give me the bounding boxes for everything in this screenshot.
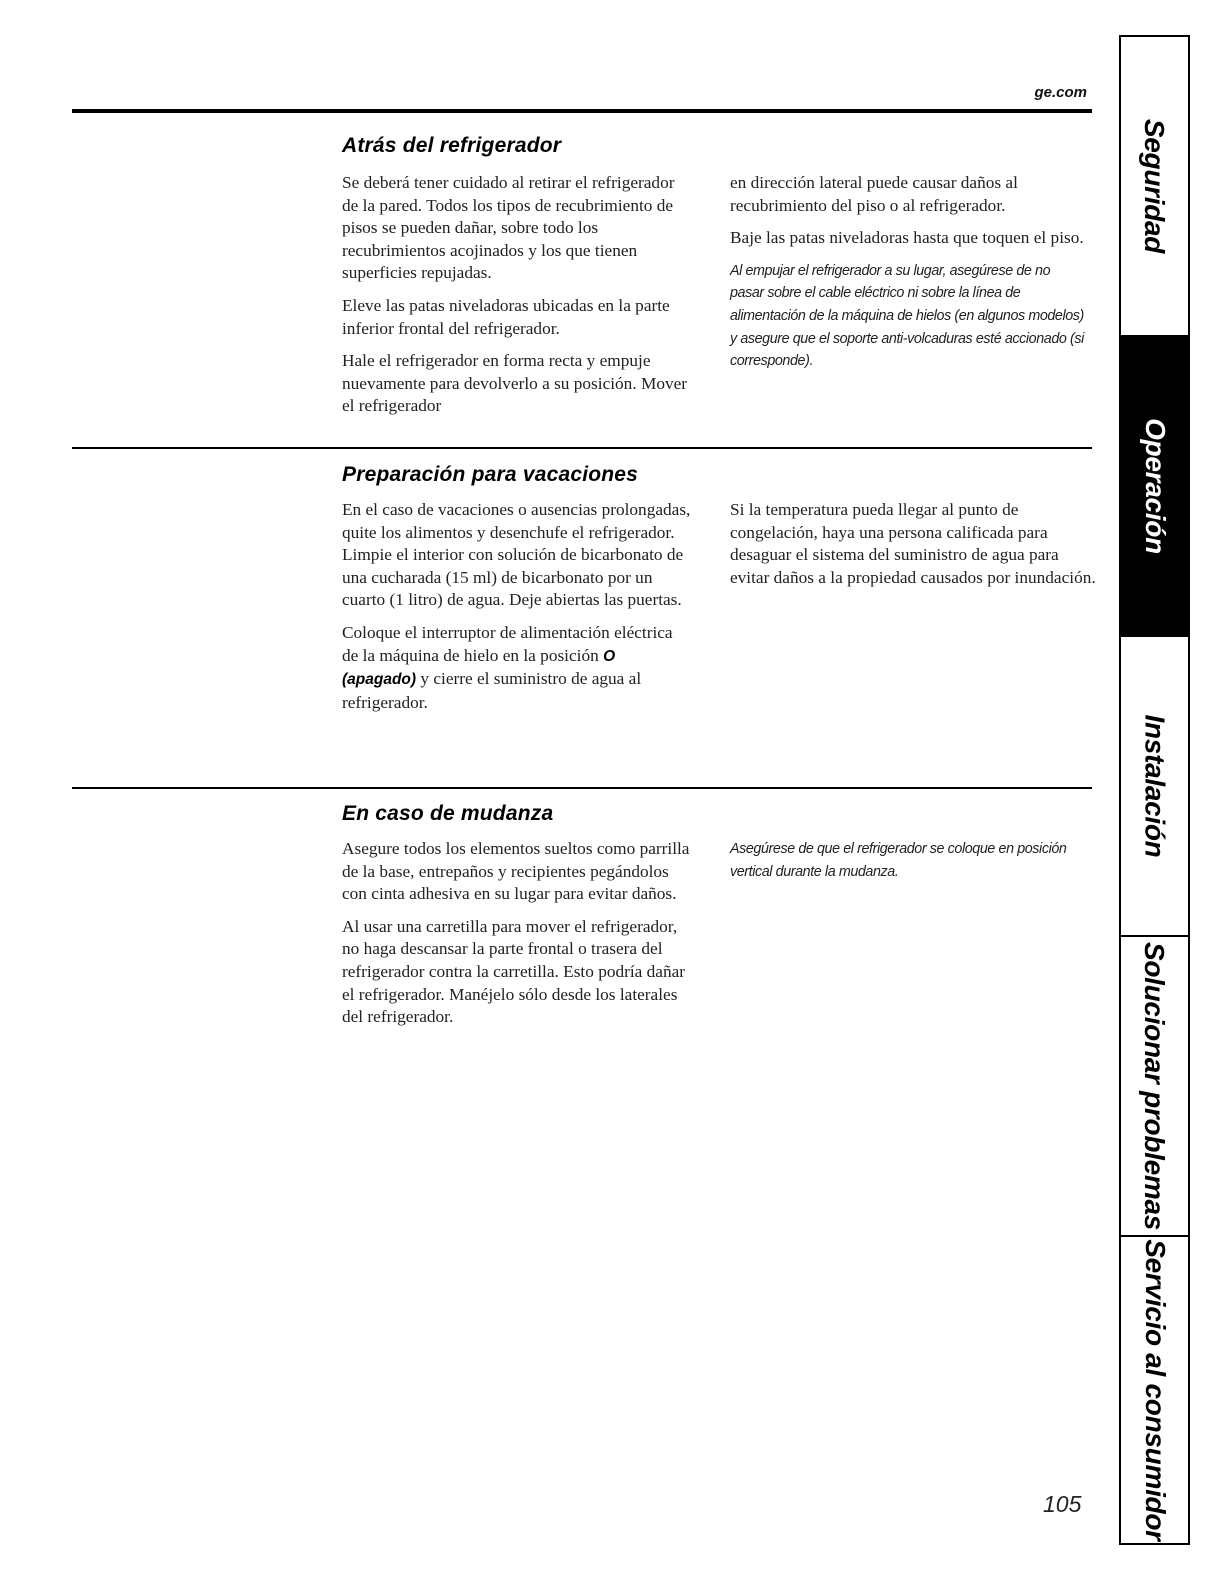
tab-seguridad[interactable] xyxy=(1121,37,1188,337)
paragraph: Baje las patas niveladoras hasta que toquen el piso. xyxy=(730,228,1084,248)
section-heading-atras: Atrás del refrigerador xyxy=(342,134,562,157)
paragraph: Al usar una carretilla para mover el refrigerador, no haga descansar la parte frontal o trasera del refrigerador contra la carretilla. Esto podría dañar el refrigerador. Manéjelo sólo desde los laterales del refrigerador. xyxy=(342,916,686,1027)
section-mudanza-left-column xyxy=(342,838,692,1039)
section-atras-left-column xyxy=(342,172,692,428)
section-tab-sidebar xyxy=(1119,35,1190,1545)
italic-note: Al empujar el refrigerador a su lugar, asegúrese de no pasar sobre el cable eléctrico ni sobre la línea de alimentación de la máquina de hielos (en algunos modelos) y asegure que el soporte anti-volcaduras esté accionado (si corresponde). xyxy=(730,262,1084,370)
tab-label: Operación xyxy=(1139,418,1171,554)
tab-label: Seguridad xyxy=(1139,118,1171,254)
paragraph: Asegure todos los elementos sueltos como parrilla de la base, entrepaños y recipientes pegándolos con cinta adhesiva en su lugar para evitar daños. xyxy=(342,839,690,904)
section-mudanza-right-column xyxy=(730,838,1080,893)
tab-operacion[interactable] xyxy=(1121,337,1188,637)
section-vacaciones-right-column xyxy=(730,499,1100,599)
paragraph: Se deberá tener cuidado al retirar el refrigerador de la pared. Todos los tipos de recubrimiento de pisos se pueden dañar, sobre todo los recubrimientos acojinados y los que tienen superficies repujadas. xyxy=(342,173,675,283)
tab-label: Servicio al consumidor xyxy=(1139,1239,1171,1541)
section-divider xyxy=(72,447,1092,449)
site-url: ge.com xyxy=(1034,84,1087,101)
tab-instalacion[interactable] xyxy=(1121,637,1188,937)
text-run: y cierre el suministro de agua al refrigerador. xyxy=(342,669,642,712)
page-number: 105 xyxy=(1043,1491,1082,1517)
emphasis-off: O (apagado) xyxy=(342,647,616,689)
italic-note: Asegúrese de que el refrigerador se coloque en posición vertical durante la mudanza. xyxy=(730,841,1067,880)
paragraph: En el caso de vacaciones o ausencias prolongadas, quite los alimentos y desenchufe el refrigerador. Limpie el interior con solución de bicarbonato de una cucharada (15 ml) de bicarbonato por un cuarto (1 litro) de agua. Deje abiertas las puertas. xyxy=(342,500,691,610)
header-rule xyxy=(72,109,1092,113)
paragraph: Eleve las patas niveladoras ubicadas en la parte inferior frontal del refrigerador. xyxy=(342,295,670,338)
paragraph xyxy=(342,622,692,714)
tab-label: Instalación xyxy=(1139,714,1171,858)
paragraph: Si la temperatura pueda llegar al punto de congelación, haya una persona calificada para desaguar el sistema del suministro de agua para evitar daños a la propiedad causados por inundación. xyxy=(730,500,1096,587)
text-run: Coloque el interruptor de alimentación eléctrica de la máquina de hielo en la posición xyxy=(342,622,673,665)
tab-solucionar-problemas[interactable] xyxy=(1121,937,1188,1237)
section-heading-vacaciones: Preparación para vacaciones xyxy=(342,463,639,486)
section-atras-right-column xyxy=(730,172,1086,383)
section-vacaciones-left-column xyxy=(342,499,692,724)
paragraph: Hale el refrigerador en forma recta y empuje nuevamente para devolverlo a su posición. Mover el refrigerador xyxy=(342,351,688,416)
tab-label: Solucionar problemas xyxy=(1139,941,1171,1231)
paragraph: en dirección lateral puede causar daños al recubrimiento del piso o al refrigerador. xyxy=(730,173,1018,215)
tab-servicio-al-consumidor[interactable] xyxy=(1121,1237,1188,1543)
section-divider xyxy=(72,787,1092,789)
section-heading-mudanza: En caso de mudanza xyxy=(342,802,554,825)
